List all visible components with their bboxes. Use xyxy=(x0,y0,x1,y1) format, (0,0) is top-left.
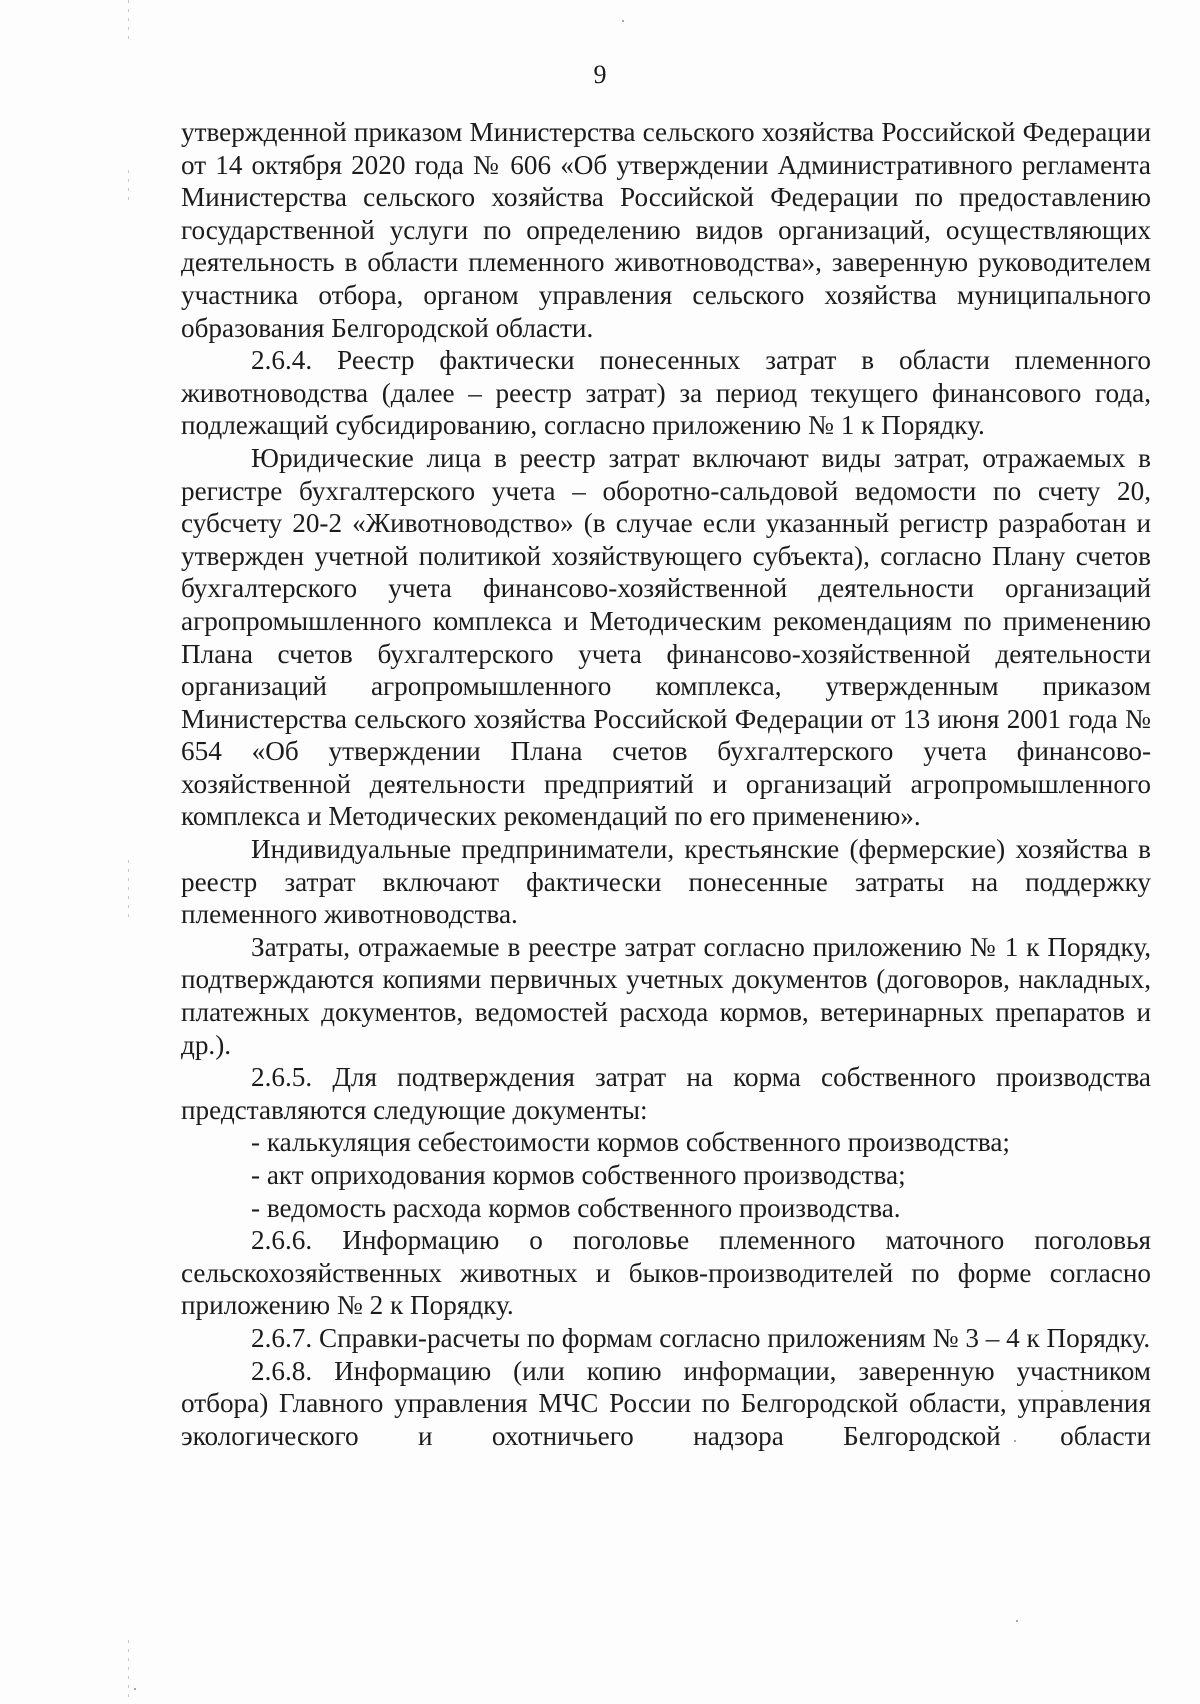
paragraph: утвержденной приказом Министерства сельского хозяйства Российской Федерации от 14 октября 2020 года № 606 «Об утверждении Административного регламента Министерства сельского хозяйства Российской Федерации по предоставлению государственной услуги по определению видов организаций, осуществляющих деятельность в области племенного животноводства», заверенную руководителем участника отбора, органом управления сельского хозяйства муниципального образования Белгородской области. xyxy=(181,117,1151,343)
list-item: - ведомость расхода кормов собственного производства. xyxy=(251,1192,901,1223)
scan-speck xyxy=(1016,1620,1018,1622)
paragraph: Затраты, отражаемые в реестре затрат согласно приложению № 1 к Порядку, подтверждаются копиями первичных учетных документов (договоров, накладных, платежных документов, ведомостей расхода кормов, ветеринарных препаратов и др.). xyxy=(181,931,1151,1060)
paragraph: 2.6.8. Информацию (или копию информации, заверенную участником отбора) Главного управления МЧС России по Белгородской области, управления экологического и охотничьего надзора Белгородской области xyxy=(181,1355,1151,1451)
paragraph: 2.6.6. Информацию о поголовье племенного маточного поголовья сельскохозяйственных животных и быков-производителей по форме согласно приложению № 2 к Порядку. xyxy=(181,1225,1151,1321)
page-number: 9 xyxy=(593,60,607,89)
scan-edge-mark xyxy=(128,170,129,200)
paragraph: 2.6.4. Реестр фактически понесенных затрат в области племенного животноводства (далее – реестр затрат) за период текущего финансового года, подлежащий субсидированию, согласно приложению № 1 к Порядку. xyxy=(181,345,1151,441)
list-item: - калькуляция себестоимости кормов собственного производства; xyxy=(251,1127,1010,1158)
scan-speck xyxy=(622,20,624,22)
list-item: - акт оприходования кормов собственного производства; xyxy=(251,1160,906,1190)
scan-edge-mark xyxy=(128,1640,129,1700)
scan-edge-mark xyxy=(128,0,129,40)
paragraph: Юридические лица в реестр затрат включают виды затрат, отражаемых в регистре бухгалтерского учета – оборотно-сальдовой ведомости по счету 20, субсчету 20-2 «Животноводство» (в случае если указанный регистр разработан и утвержден учетной политикой хозяйствующего субъекта), согласно Плану счетов бухгалтерского учета финансово-хозяйственной деятельности организаций агропромышленного комплекса и Методическим рекомендациям по применению Плана счетов бухгалтерского учета финансово-хозяйственной деятельности организаций агропромышленного комплекса, утвержденным приказом Министерства сельского хозяйства Российской Федерации от 13 июня 2001 года № 654 «Об утверждении Плана счетов бухгалтерского учета финансово-хозяйственной деятельности предприятий и организаций агропромышленного комплекса и Методических рекомендаций по его применению». xyxy=(181,442,1151,832)
document-body xyxy=(181,116,1151,1452)
scan-speck xyxy=(134,1688,136,1690)
scan-edge-mark xyxy=(128,860,129,920)
paragraph: Индивидуальные предприниматели, крестьянские (фермерские) хозяйства в реестр затрат включают фактически понесенные затраты на поддержку племенного животноводства. xyxy=(181,834,1151,930)
paragraph: 2.6.5. Для подтверждения затрат на корма собственного производства представляются следующие документы: xyxy=(181,1062,1151,1125)
paragraph: 2.6.7. Справки-расчеты по формам согласно приложениям № 3 – 4 к Порядку. xyxy=(251,1322,1151,1353)
